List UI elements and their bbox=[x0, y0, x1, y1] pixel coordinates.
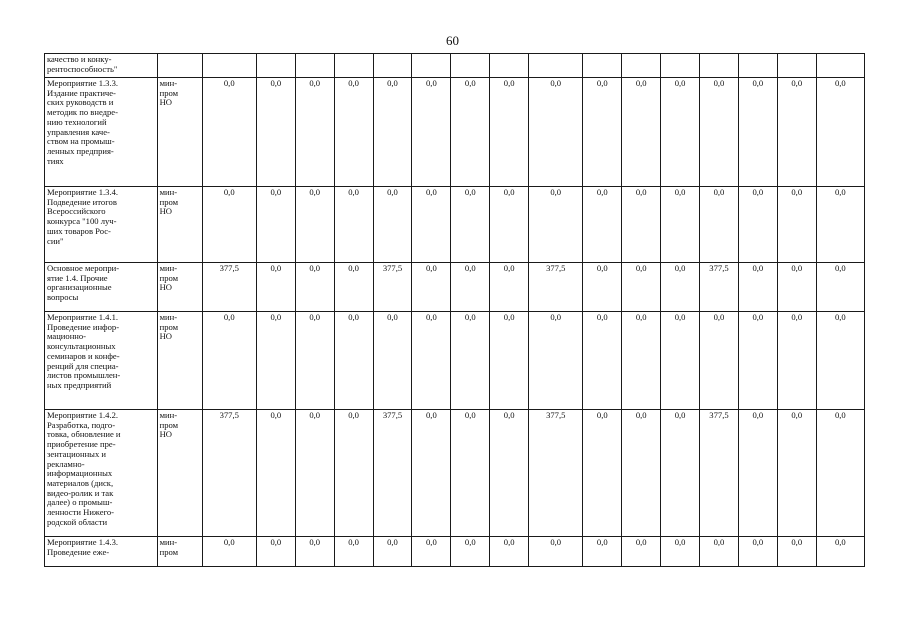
value-cell: 0,0 bbox=[256, 312, 295, 410]
activity-cell: Основное меропри- ятие 1.4. Прочие организационные вопросы bbox=[45, 263, 158, 312]
value-cell: 0,0 bbox=[583, 312, 622, 410]
value-cell: 0,0 bbox=[334, 410, 373, 537]
value-cell: 0,0 bbox=[202, 187, 256, 263]
value-cell: 0,0 bbox=[295, 410, 334, 537]
value-cell: 0,0 bbox=[816, 187, 864, 263]
activity-cell: Мероприятие 1.4.1. Проведение инфор- мационно- консультационных семинаров и конфе- ренций для специа- листов промышлен- ных предприятий bbox=[45, 312, 158, 410]
value-cell: 0,0 bbox=[373, 187, 412, 263]
value-cell: 0,0 bbox=[334, 78, 373, 187]
value-cell: 0,0 bbox=[816, 537, 864, 567]
value-cell: 0,0 bbox=[490, 263, 529, 312]
value-cell bbox=[490, 54, 529, 78]
value-cell: 0,0 bbox=[622, 263, 661, 312]
value-cell: 0,0 bbox=[529, 78, 583, 187]
value-cell: 377,5 bbox=[700, 263, 739, 312]
value-cell: 0,0 bbox=[256, 78, 295, 187]
value-cell: 0,0 bbox=[490, 187, 529, 263]
value-cell: 0,0 bbox=[256, 187, 295, 263]
value-cell bbox=[622, 54, 661, 78]
value-cell: 0,0 bbox=[202, 312, 256, 410]
activity-cell: Мероприятие 1.4.2. Разработка, подго- товка, обновление и приобретение пре- зентационных и рекламно- информационных материалов (диск, видео-ролик и так далее) о промыш- ленности Нижего- родской области bbox=[45, 410, 158, 537]
value-cell: 0,0 bbox=[334, 187, 373, 263]
value-cell: 0,0 bbox=[583, 410, 622, 537]
value-cell: 0,0 bbox=[622, 312, 661, 410]
value-cell: 377,5 bbox=[700, 410, 739, 537]
value-cell: 0,0 bbox=[412, 410, 451, 537]
value-cell bbox=[738, 54, 777, 78]
value-cell: 0,0 bbox=[738, 410, 777, 537]
value-cell: 0,0 bbox=[661, 312, 700, 410]
value-cell: 0,0 bbox=[373, 78, 412, 187]
value-cell: 0,0 bbox=[583, 78, 622, 187]
value-cell: 0,0 bbox=[700, 78, 739, 187]
value-cell: 0,0 bbox=[295, 263, 334, 312]
value-cell: 377,5 bbox=[202, 410, 256, 537]
value-cell bbox=[700, 54, 739, 78]
table-body bbox=[45, 54, 865, 567]
value-cell: 0,0 bbox=[256, 263, 295, 312]
value-cell bbox=[412, 54, 451, 78]
value-cell: 0,0 bbox=[777, 263, 816, 312]
value-cell bbox=[777, 54, 816, 78]
value-cell: 0,0 bbox=[295, 187, 334, 263]
executor-cell: мин- пром НО bbox=[157, 78, 202, 187]
value-cell: 0,0 bbox=[622, 78, 661, 187]
value-cell: 0,0 bbox=[490, 78, 529, 187]
activity-cell: Мероприятие 1.3.4. Подведение итогов Всероссийского конкурса "100 луч- ших товаров Рос- сии" bbox=[45, 187, 158, 263]
value-cell: 0,0 bbox=[661, 78, 700, 187]
value-cell: 0,0 bbox=[700, 312, 739, 410]
value-cell: 0,0 bbox=[412, 263, 451, 312]
activity-cell: Мероприятие 1.3.3. Издание практиче- ских руководств и методик по внедре- нию технологий управления каче- ством на промыш- ленных предприя- тиях bbox=[45, 78, 158, 187]
value-cell: 0,0 bbox=[622, 410, 661, 537]
value-cell bbox=[202, 54, 256, 78]
value-cell: 0,0 bbox=[777, 187, 816, 263]
executor-cell: мин- пром НО bbox=[157, 312, 202, 410]
value-cell bbox=[451, 54, 490, 78]
value-cell: 0,0 bbox=[738, 78, 777, 187]
table-row bbox=[45, 187, 865, 263]
executor-cell: мин- пром bbox=[157, 537, 202, 567]
value-cell: 0,0 bbox=[529, 312, 583, 410]
value-cell: 0,0 bbox=[451, 410, 490, 537]
value-cell: 0,0 bbox=[777, 410, 816, 537]
value-cell: 0,0 bbox=[622, 537, 661, 567]
value-cell: 0,0 bbox=[816, 263, 864, 312]
value-cell: 0,0 bbox=[661, 187, 700, 263]
value-cell: 0,0 bbox=[202, 78, 256, 187]
value-cell: 0,0 bbox=[529, 187, 583, 263]
value-cell: 0,0 bbox=[412, 78, 451, 187]
value-cell: 0,0 bbox=[373, 312, 412, 410]
value-cell: 0,0 bbox=[334, 312, 373, 410]
value-cell: 0,0 bbox=[777, 312, 816, 410]
value-cell: 0,0 bbox=[661, 537, 700, 567]
table-row bbox=[45, 410, 865, 537]
table-row bbox=[45, 263, 865, 312]
value-cell: 0,0 bbox=[451, 537, 490, 567]
executor-cell: мин- пром НО bbox=[157, 410, 202, 537]
value-cell: 0,0 bbox=[295, 537, 334, 567]
value-cell: 0,0 bbox=[334, 537, 373, 567]
value-cell: 0,0 bbox=[700, 187, 739, 263]
table-row bbox=[45, 537, 865, 567]
value-cell: 0,0 bbox=[451, 187, 490, 263]
value-cell bbox=[816, 54, 864, 78]
value-cell: 377,5 bbox=[202, 263, 256, 312]
value-cell: 0,0 bbox=[661, 263, 700, 312]
value-cell: 377,5 bbox=[373, 410, 412, 537]
value-cell: 0,0 bbox=[738, 537, 777, 567]
activity-cell: качество и конку- рентоспособность" bbox=[45, 54, 158, 78]
value-cell bbox=[373, 54, 412, 78]
value-cell: 0,0 bbox=[412, 312, 451, 410]
value-cell: 0,0 bbox=[700, 537, 739, 567]
value-cell: 0,0 bbox=[295, 78, 334, 187]
value-cell: 0,0 bbox=[490, 410, 529, 537]
value-cell: 0,0 bbox=[490, 537, 529, 567]
value-cell: 0,0 bbox=[583, 263, 622, 312]
executor-cell: мин- пром НО bbox=[157, 263, 202, 312]
value-cell: 0,0 bbox=[490, 312, 529, 410]
value-cell: 0,0 bbox=[777, 537, 816, 567]
value-cell: 0,0 bbox=[816, 410, 864, 537]
activity-cell: Мероприятие 1.4.3. Проведение еже- bbox=[45, 537, 158, 567]
value-cell: 0,0 bbox=[334, 263, 373, 312]
value-cell: 0,0 bbox=[738, 312, 777, 410]
value-cell bbox=[661, 54, 700, 78]
value-cell: 0,0 bbox=[529, 537, 583, 567]
value-cell: 0,0 bbox=[412, 537, 451, 567]
value-cell bbox=[583, 54, 622, 78]
table-row bbox=[45, 54, 865, 78]
table-row bbox=[45, 312, 865, 410]
value-cell bbox=[295, 54, 334, 78]
page-number: 60 bbox=[446, 33, 459, 48]
value-cell: 0,0 bbox=[583, 187, 622, 263]
executor-cell: мин- пром НО bbox=[157, 187, 202, 263]
value-cell: 0,0 bbox=[412, 187, 451, 263]
value-cell: 0,0 bbox=[256, 537, 295, 567]
value-cell: 0,0 bbox=[373, 537, 412, 567]
budget-table bbox=[44, 53, 865, 567]
value-cell bbox=[529, 54, 583, 78]
value-cell: 0,0 bbox=[451, 312, 490, 410]
value-cell: 0,0 bbox=[661, 410, 700, 537]
value-cell: 0,0 bbox=[451, 263, 490, 312]
value-cell: 0,0 bbox=[583, 537, 622, 567]
value-cell bbox=[256, 54, 295, 78]
value-cell: 0,0 bbox=[816, 78, 864, 187]
value-cell bbox=[334, 54, 373, 78]
value-cell: 377,5 bbox=[529, 263, 583, 312]
value-cell: 0,0 bbox=[622, 187, 661, 263]
value-cell: 0,0 bbox=[816, 312, 864, 410]
value-cell: 0,0 bbox=[738, 187, 777, 263]
value-cell: 0,0 bbox=[202, 537, 256, 567]
value-cell: 0,0 bbox=[295, 312, 334, 410]
value-cell: 0,0 bbox=[451, 78, 490, 187]
executor-cell bbox=[157, 54, 202, 78]
value-cell: 0,0 bbox=[738, 263, 777, 312]
value-cell: 377,5 bbox=[373, 263, 412, 312]
value-cell: 0,0 bbox=[777, 78, 816, 187]
table-row bbox=[45, 78, 865, 187]
value-cell: 0,0 bbox=[256, 410, 295, 537]
value-cell: 377,5 bbox=[529, 410, 583, 537]
